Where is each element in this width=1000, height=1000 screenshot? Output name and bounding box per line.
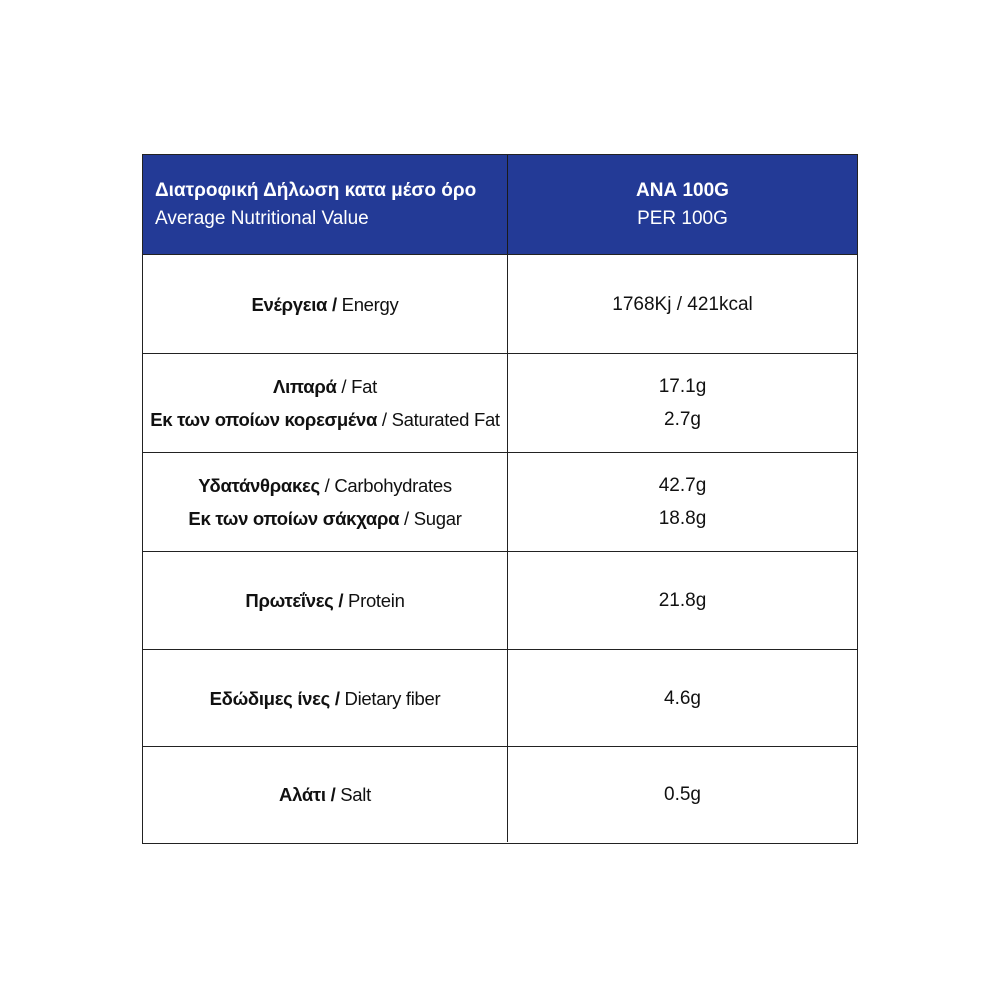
nutrient-name-english: Saturated Fat (391, 409, 500, 430)
table-row (143, 747, 857, 842)
label-separator: / (333, 590, 349, 611)
nutrient-name-english: Sugar (413, 508, 462, 529)
nutrient-label-cell (143, 747, 508, 842)
nutrient-value: 0.5g (664, 784, 701, 805)
nutrient-value: 1768Kj / 421kcal (612, 293, 753, 315)
header-per-greek: ΑΝΑ 100G (636, 179, 729, 201)
nutrient-label (279, 778, 371, 811)
nutrient-value: 21.8g (658, 590, 707, 611)
nutrient-label-cell (143, 552, 508, 649)
nutrient-name-english: Energy (341, 293, 399, 315)
nutrient-value: 2.7g (664, 409, 701, 430)
nutrient-name-english: Dietary fiber (344, 687, 441, 709)
nutrient-value: 42.7g (658, 475, 707, 496)
nutrient-value: 18.8g (658, 508, 707, 529)
nutrient-name-greek: Εδώδιμες ίνες (209, 687, 330, 709)
nutrient-label (150, 403, 500, 436)
nutrient-value-cell (508, 552, 857, 649)
header-title-english: Average Nutritional Value (155, 207, 369, 229)
nutrition-table (142, 154, 858, 844)
nutrient-name-greek: Ενέργεια (251, 293, 328, 315)
table-row (143, 650, 857, 747)
header-left-cell (143, 155, 508, 254)
nutrient-label-cell (143, 650, 508, 746)
table-row (143, 453, 857, 552)
nutrient-value-cell (508, 453, 857, 551)
label-separator: / (329, 687, 345, 709)
nutrient-name-greek: Πρωτεΐνες (245, 590, 334, 611)
nutrient-label (188, 502, 461, 535)
label-separator: / (399, 508, 414, 529)
nutrient-label (210, 682, 441, 715)
table-header-row (143, 155, 857, 255)
nutrient-value-cell (508, 255, 857, 353)
nutrient-value-cell (508, 747, 857, 842)
nutrient-label-cell (143, 354, 508, 452)
nutrient-name-greek: Εκ των οποίων σάκχαρα (188, 508, 400, 529)
header-right-cell (508, 155, 857, 254)
table-row (143, 354, 857, 453)
nutrient-label (273, 370, 377, 403)
label-separator: / (327, 293, 342, 315)
header-per-english: PER 100G (637, 207, 728, 229)
nutrient-label (245, 584, 404, 617)
label-separator: / (325, 784, 341, 805)
nutrient-name-greek: Υδατάνθρακες (198, 475, 320, 496)
nutrient-value-cell (508, 354, 857, 452)
nutrient-name-english: Salt (340, 784, 371, 805)
nutrient-label (198, 469, 452, 502)
label-separator: / (319, 475, 335, 496)
nutrient-label (252, 288, 399, 321)
nutrient-value: 4.6g (664, 687, 701, 709)
table-row (143, 552, 857, 650)
table-row (143, 255, 857, 354)
label-separator: / (336, 376, 352, 397)
nutrient-label-cell (143, 453, 508, 551)
nutrient-name-greek: Λιπαρά (273, 376, 337, 397)
header-title-greek: Διατροφική Δήλωση κατα μέσο όρο (155, 179, 477, 201)
label-separator: / (377, 409, 392, 430)
nutrient-value-cell (508, 650, 857, 746)
nutrient-name-greek: Εκ των οποίων κορεσμένα (150, 409, 378, 430)
nutrient-name-english: Fat (351, 376, 377, 397)
nutrient-name-english: Carbohydrates (334, 475, 452, 496)
nutrient-label-cell (143, 255, 508, 353)
nutrient-name-greek: Αλάτι (279, 784, 326, 805)
nutrient-name-english: Protein (348, 590, 405, 611)
nutrient-value: 17.1g (658, 376, 707, 397)
